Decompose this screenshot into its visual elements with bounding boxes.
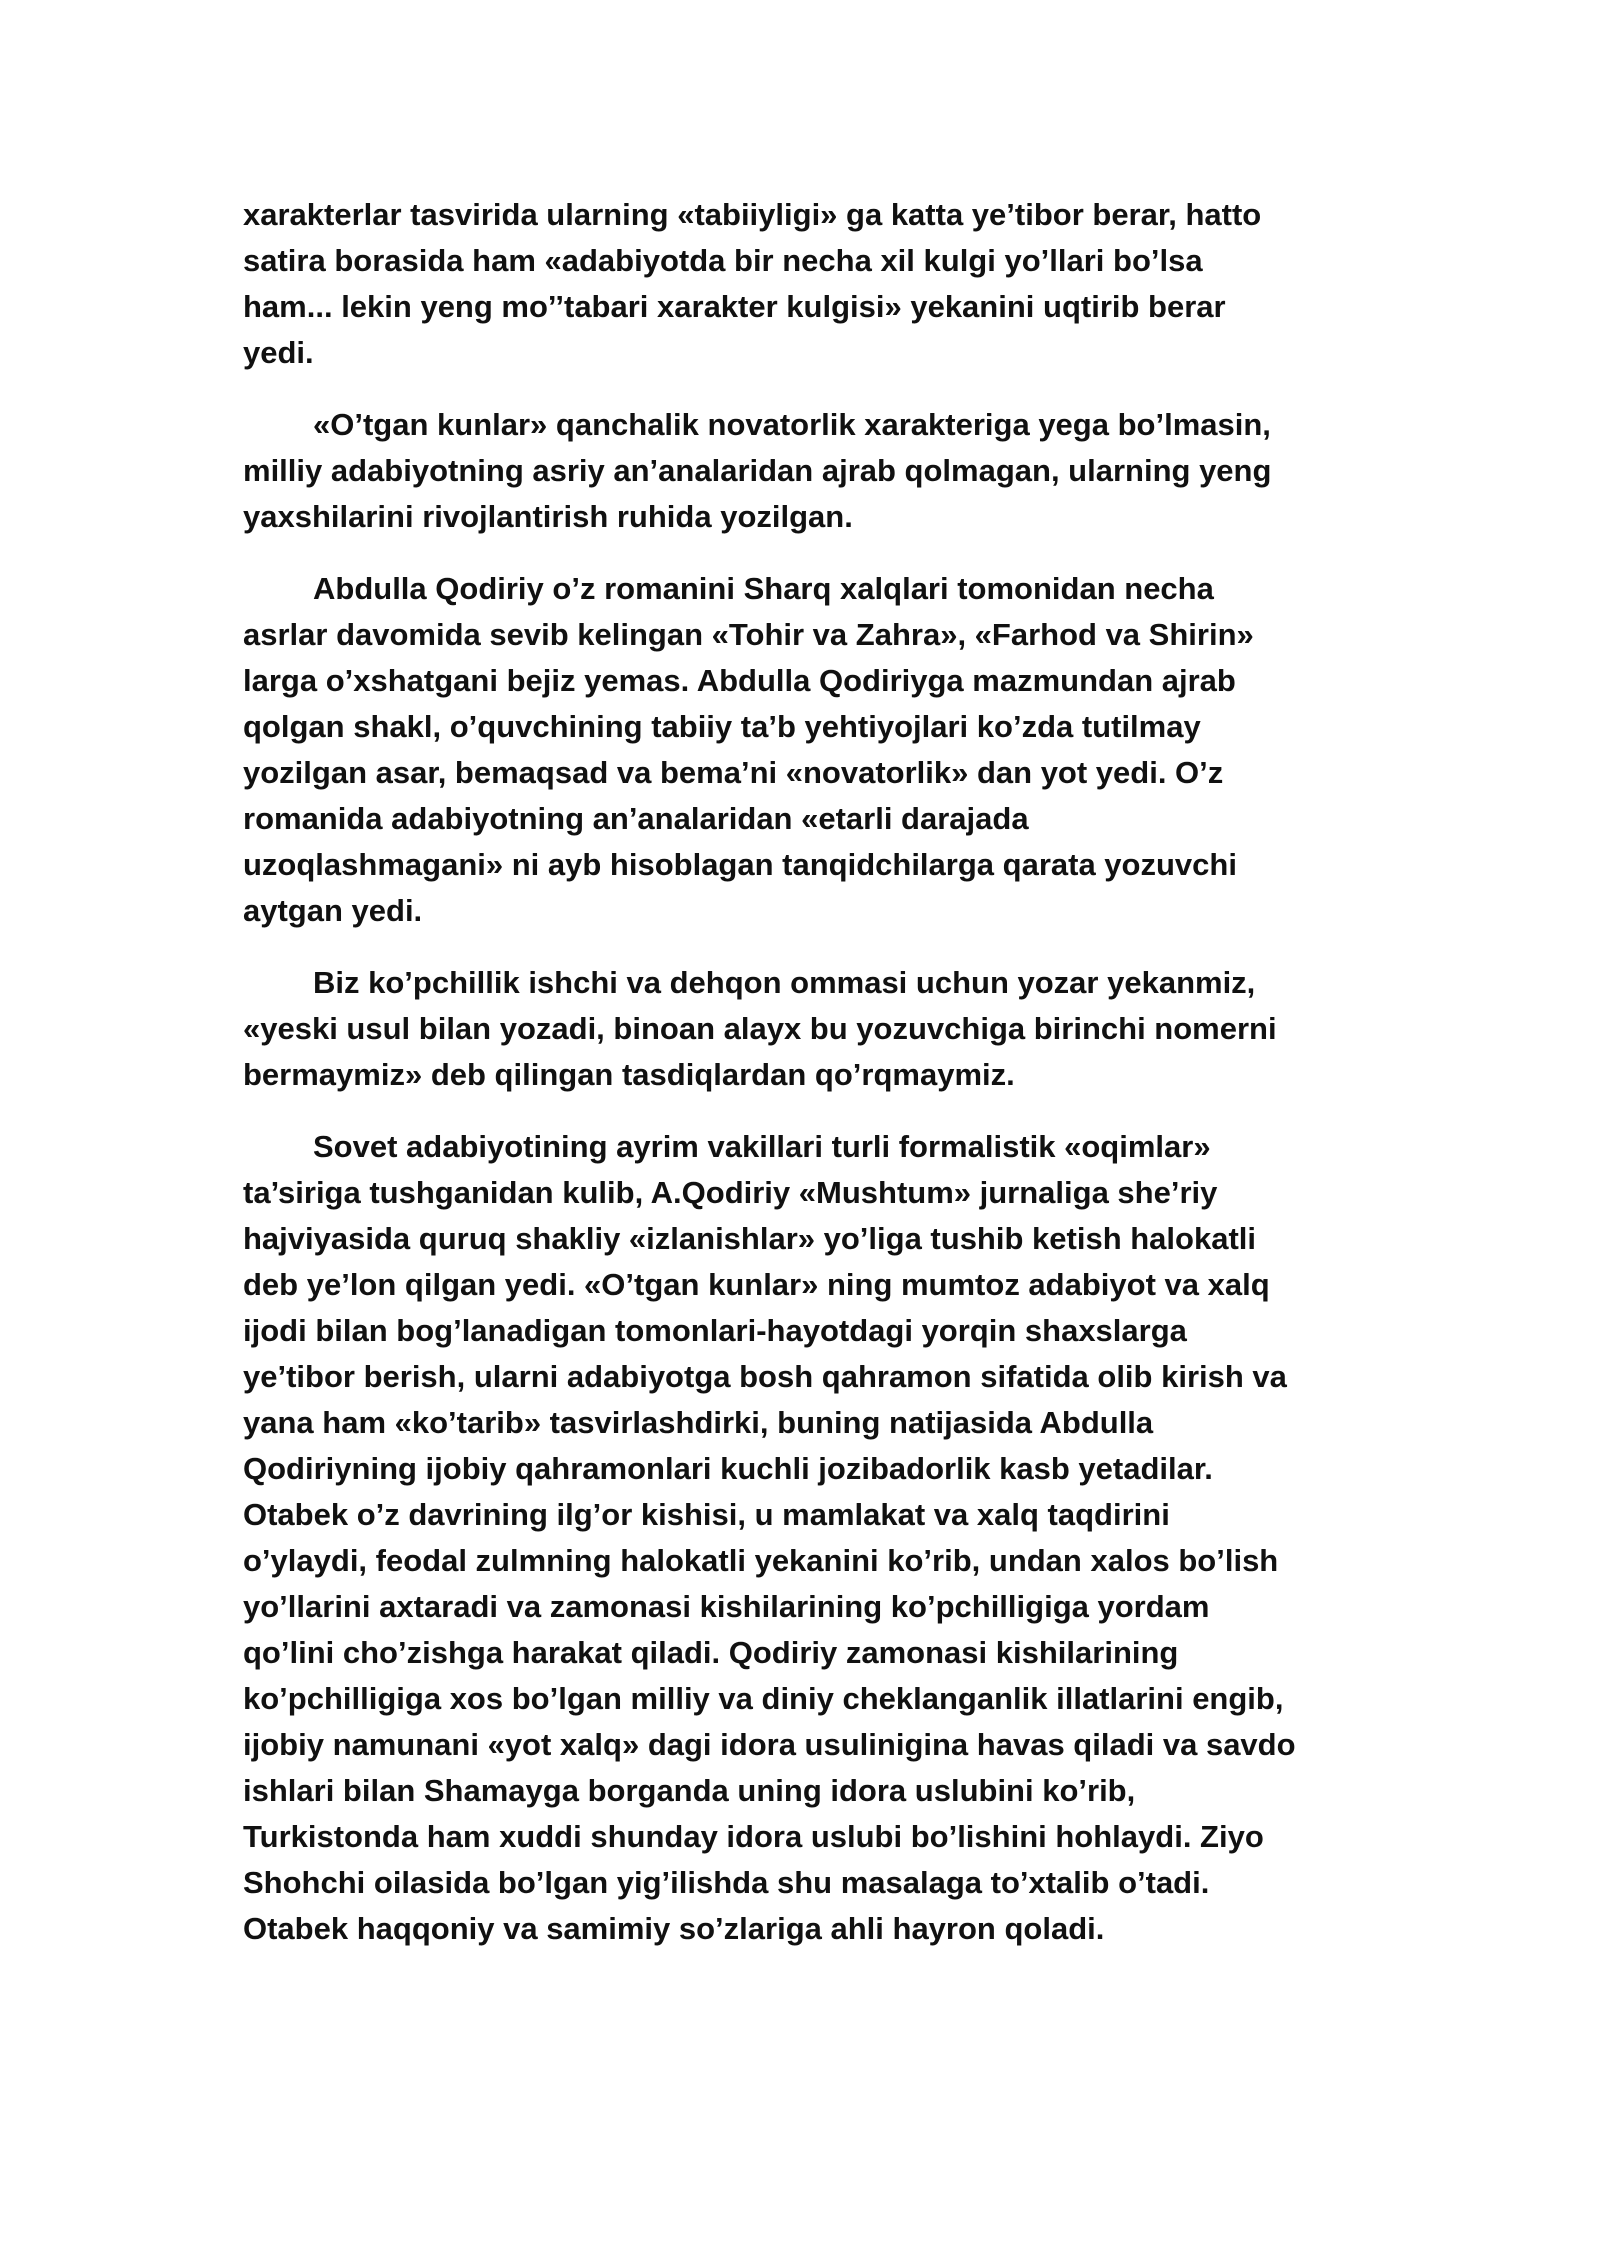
paragraph-1: xarakterlar tasvirida ularning «tabiiyligi» ga katta ye’tibor berar, hatto satira borasida ham «adabiyotda bir necha xil kulgi yo’llari bo’lsa ham... lekin yeng mo’’tabari xarakter kulgisi» yekanini uqtirib berar yedi.: [243, 197, 1262, 370]
paragraph-5: Sovet adabiyotining ayrim vakillari turli formalistik «oqimlar» ta’siriga tushganidan kulib, A.Qodiriy «Mushtum» jurnaliga she’riy hajviyasida quruq shakliy «izlanishlar» yo’liga tushib ketish halokatli deb ye’lon qilgan yedi. «O’tgan kunlar» ning mumtoz adabiyot va xalq ijodi bilan bog’lanadigan tomonlari-hayotdagi yorqin shaxslarga ye’tibor berish, ularni adabiyotga bosh qahramon sifatida olib kirish va yana ham «ko’tarib» tasvirlashdirki, buning natijasida Abdulla Qodiriyning ijobiy qahramonlari kuchli jozibadorlik kasb yetadilar. Otabek o’z davrining ilg’or kishisi, u mamlakat va xalq taqdirini o’ylaydi, feodal zulmning halokatli yekanini ko’rib, undan xalos bo’lish yo’llarini axtaradi va zamonasi kishilarining ko’pchilligiga yordam qo’lini cho’zishga harakat qiladi. Qodiriy zamonasi kishilarining ko’pchilligiga xos bo’lgan milliy va diniy cheklanganlik illatlarini engib, ijobiy namunani «yot xalq» dagi idora usulinigina havas qiladi va savdo ishlari bilan Shamayga borganda uning idora uslubini ko’rib, Turkistonda ham xuddi shunday idora uslubi bo’lishini hohlaydi. Ziyo Shohchi oilasida bo’lgan yig’ilishda shu masalaga to’xtalib o’tadi. Otabek haqqoniy va samimiy so’zlariga ahli hayron qoladi.: [243, 1129, 1296, 1946]
paragraph-2: «O’tgan kunlar» qanchalik novatorlik xarakteriga yega bo’lmasin, milliy adabiyotning asriy an’analaridan ajrab qolmagan, ularning yeng yaxshilarini rivojlantirish ruhida yozilgan.: [243, 407, 1272, 534]
document-body: [243, 192, 1365, 1978]
paragraph-4: Biz ko’pchillik ishchi va dehqon ommasi uchun yozar yekanmiz, «yeski usul bilan yozadi, binoan alayx bu yozuvchiga birinchi nomerni bermaymiz» deb qilingan tasdiqlardan qo’rqmaymiz.: [243, 965, 1277, 1092]
paragraph-3: Abdulla Qodiriy o’z romanini Sharq xalqlari tomonidan necha asrlar davomida sevib kelingan «Tohir va Zahra», «Farhod va Shirin» larga o’xshatgani bejiz yemas. Abdulla Qodiriyga mazmundan ajrab qolgan shakl, o’quvchining tabiiy ta’b yehtiyojlari ko’zda tutilmay yozilgan asar, bemaqsad va bema’ni «novatorlik» dan yot yedi. O’z romanida adabiyotning an’analaridan «etarli darajada uzoqlashmagani» ni ayb hisoblagan tanqidchilarga qarata yozuvchi aytgan yedi.: [243, 571, 1254, 928]
